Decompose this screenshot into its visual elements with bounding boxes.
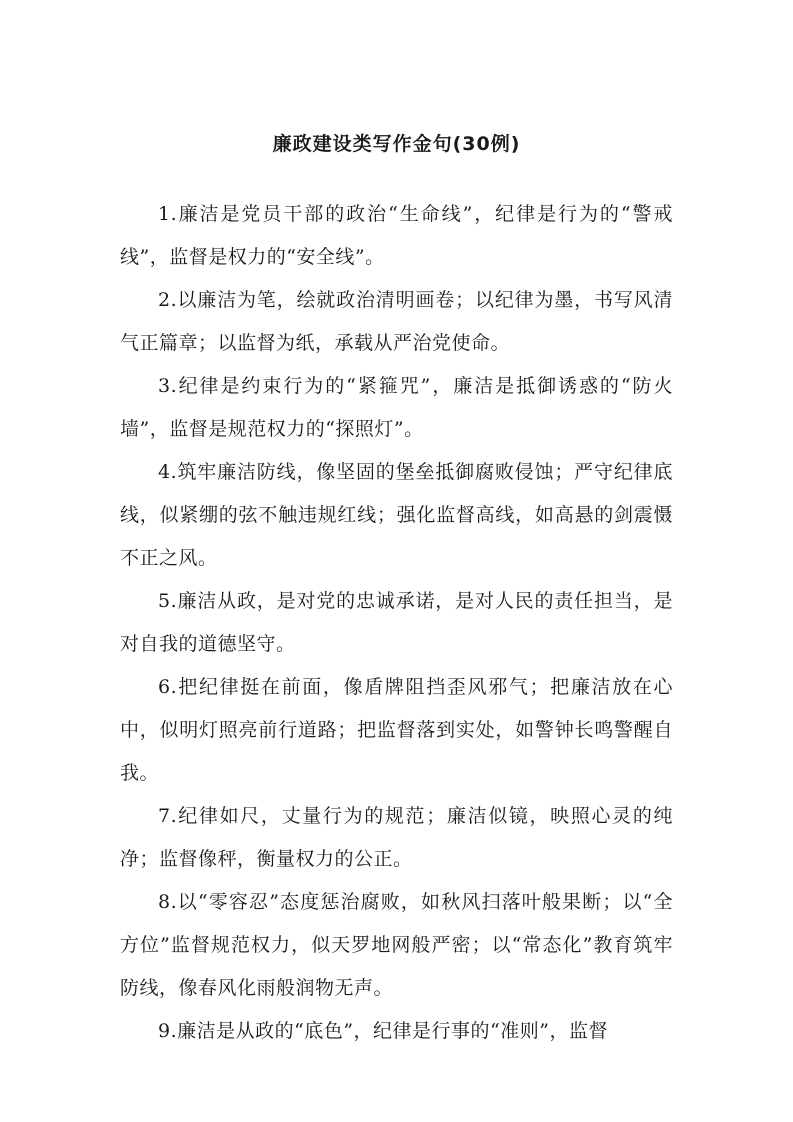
paragraph: 6.把纪律挺在前面，像盾牌阻挡歪风邪气；把廉洁放在心中，似明灯照亮前行道路；把监督落到实处，如警钟长鸣警醒自我。: [120, 676, 673, 784]
paragraph: 7.纪律如尺，丈量行为的规范；廉洁似镜，映照心灵的纯净；监督像秤，衡量权力的公正。: [120, 805, 673, 870]
paragraph: 1.廉洁是党员干部的政治“生命线”，纪律是行为的“警戒线”，监督是权力的“安全线”。: [120, 203, 673, 268]
paragraph: 8.以“零容忍”态度惩治腐败，如秋风扫落叶般果断；以“全方位”监督规范权力，似天罗地网般严密；以“常态化”教育筑牢防线，像春风化雨般润物无声。: [120, 891, 673, 999]
document-body: [120, 193, 673, 1053]
paragraph: 9.廉洁是从政的“底色”，纪律是行事的“准则”，监督: [158, 1020, 608, 1042]
paragraph: 2.以廉洁为笔，绘就政治清明画卷；以纪律为墨，书写风清气正篇章；以监督为纸，承载从严治党使命。: [120, 289, 673, 354]
paragraph: 3.纪律是约束行为的“紧箍咒”，廉洁是抵御诱惑的“防火墙”，监督是规范权力的“探照灯”。: [120, 375, 673, 440]
document-title: 廉政建设类写作金句(30例): [272, 133, 521, 155]
paragraph: 4.筑牢廉洁防线，像坚固的堡垒抵御腐败侵蚀；严守纪律底线，似紧绷的弦不触违规红线；强化监督高线，如高悬的剑震慑不正之风。: [120, 461, 673, 569]
paragraph: 5.廉洁从政，是对党的忠诚承诺，是对人民的责任担当，是对自我的道德坚守。: [120, 590, 673, 655]
